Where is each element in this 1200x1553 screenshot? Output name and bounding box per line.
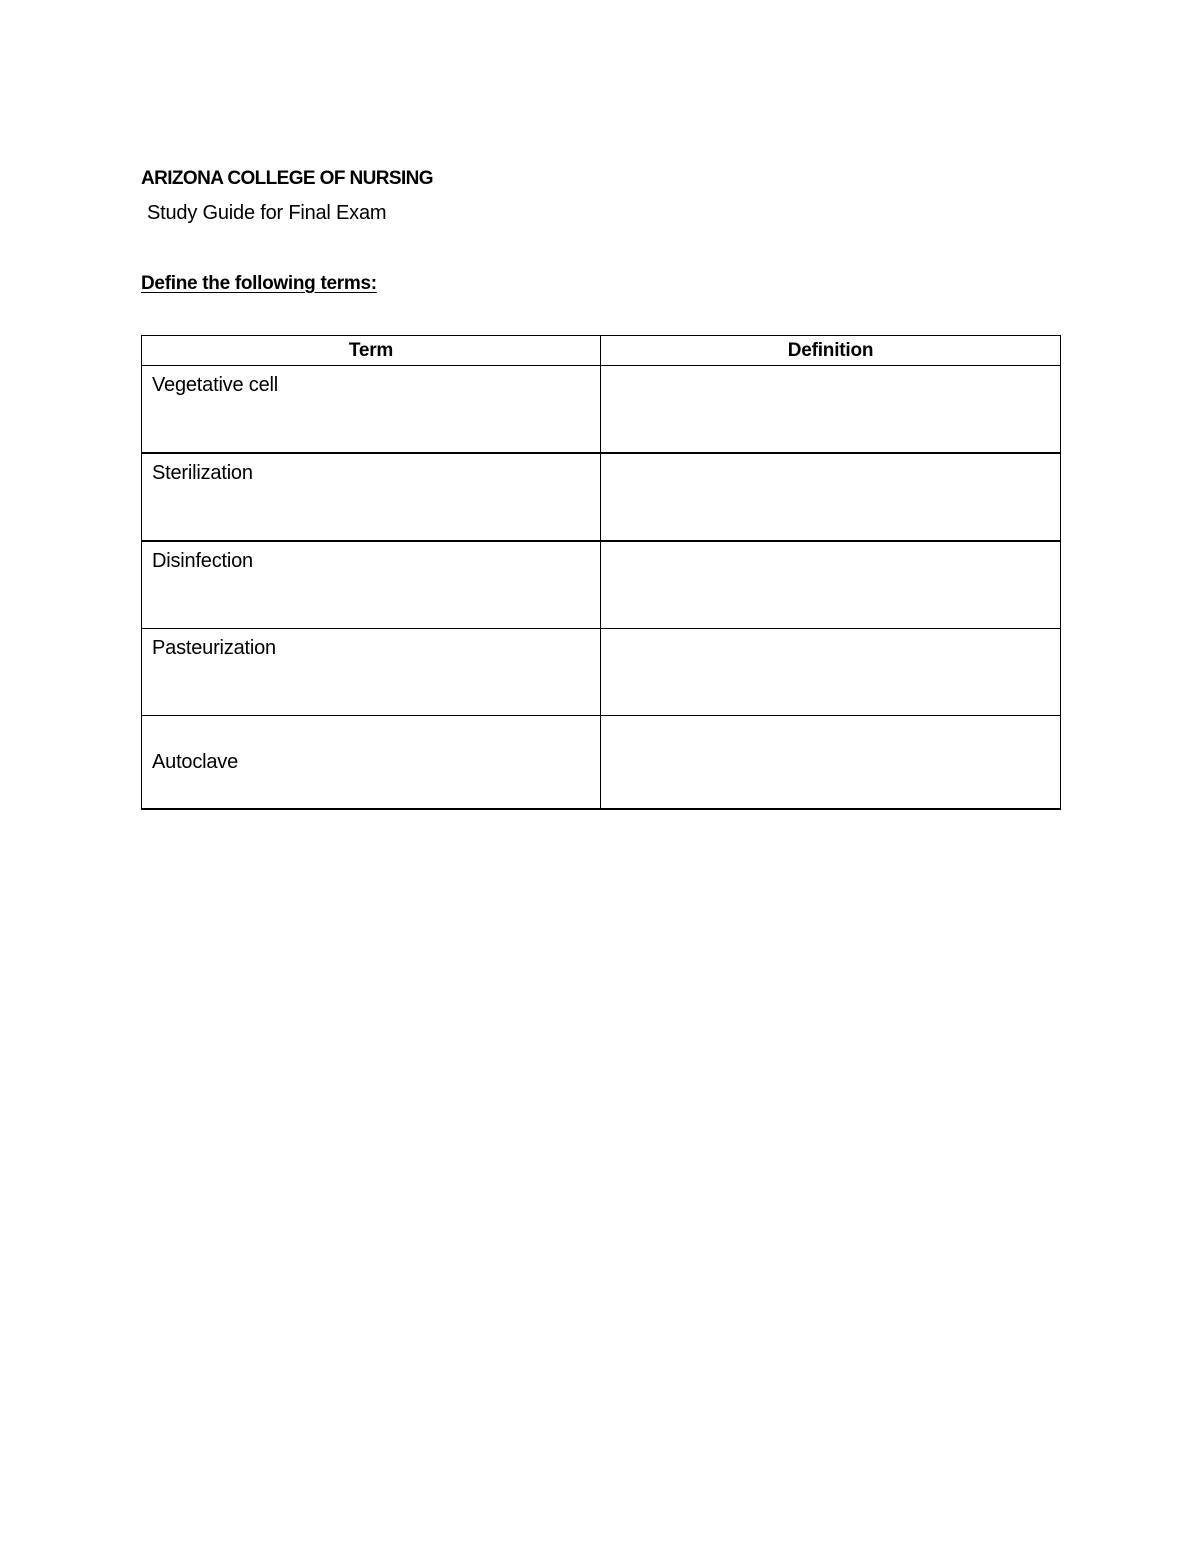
definition-text bbox=[601, 542, 1060, 550]
header-definition: Definition bbox=[601, 336, 1061, 366]
term-text: Pasteurization bbox=[152, 637, 276, 659]
term-text: Disinfection bbox=[152, 550, 253, 572]
table-header-row bbox=[142, 336, 1061, 366]
table-row bbox=[142, 366, 1061, 454]
institution-name: ARIZONA COLLEGE OF NURSING bbox=[141, 168, 433, 189]
definition-text bbox=[601, 366, 1060, 374]
definition-cell bbox=[601, 453, 1061, 541]
definition-cell bbox=[601, 366, 1061, 454]
definition-cell bbox=[601, 541, 1061, 629]
term-cell bbox=[142, 541, 601, 629]
term-text: Sterilization bbox=[152, 462, 253, 484]
table-row bbox=[142, 541, 1061, 629]
definition-text bbox=[601, 454, 1060, 462]
definition-cell bbox=[601, 716, 1061, 810]
terms-table bbox=[141, 335, 1061, 810]
table-row bbox=[142, 629, 1061, 716]
term-cell bbox=[142, 629, 601, 716]
term-cell bbox=[142, 716, 601, 810]
instructions-heading: Define the following terms: bbox=[141, 273, 377, 294]
term-text: Vegetative cell bbox=[152, 374, 278, 396]
definition-text bbox=[601, 629, 1060, 637]
definition-cell bbox=[601, 629, 1061, 716]
term-cell bbox=[142, 453, 601, 541]
table-row bbox=[142, 716, 1061, 810]
header-term: Term bbox=[142, 336, 601, 366]
document-subtitle: Study Guide for Final Exam bbox=[147, 202, 387, 224]
table-row bbox=[142, 453, 1061, 541]
term-cell bbox=[142, 366, 601, 454]
term-text: Autoclave bbox=[152, 750, 239, 773]
